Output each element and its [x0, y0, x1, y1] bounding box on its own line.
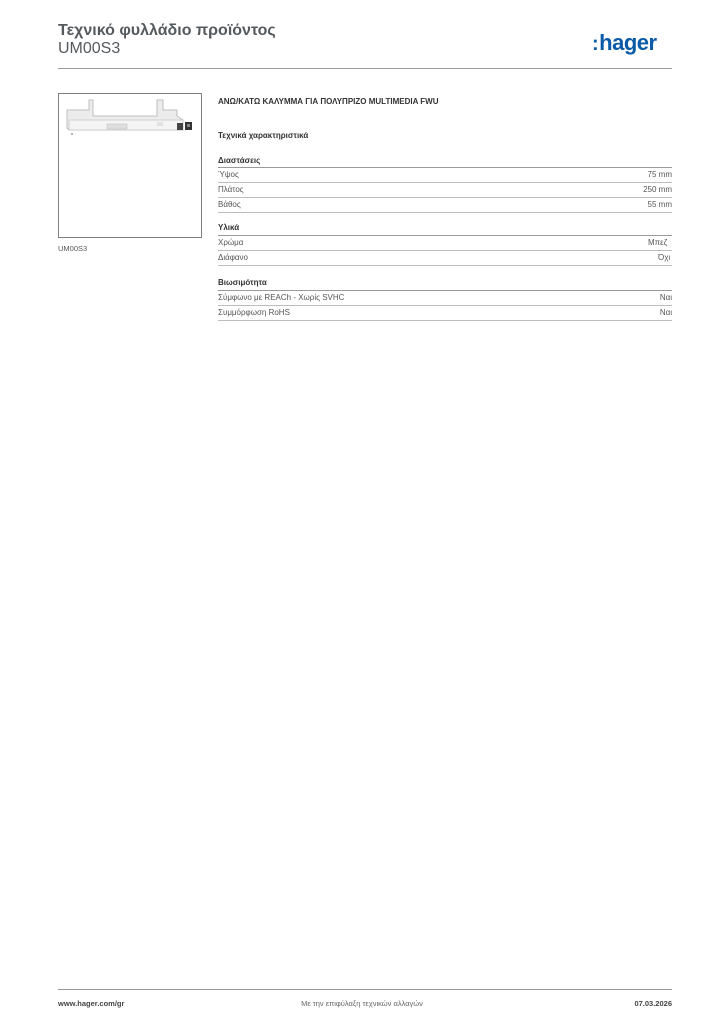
spec-row-color: [218, 236, 672, 251]
spec-label: Σύμφωνο με REACh - Χωρίς SVHC: [218, 293, 345, 302]
footer-website-link[interactable]: www.hager.com/gr: [58, 999, 125, 1008]
footer-disclaimer: Με την επιφύλαξη τεχνικών αλλαγών: [301, 999, 423, 1008]
product-code-header: UM00S3: [58, 40, 121, 57]
technical-specs-heading: Τεχνικά χαρακτηριστικά: [218, 131, 309, 140]
sustainability-heading: Βιωσιμότητα: [218, 278, 267, 287]
spec-row-rohs: [218, 306, 672, 321]
spec-value: Μπεζ: [648, 238, 668, 247]
spec-value: 55 mm: [647, 200, 672, 209]
spec-label: Ύψος: [218, 170, 239, 179]
spec-row-height: [218, 168, 672, 183]
spec-value: Ναι: [659, 308, 672, 317]
spec-value: Όχι: [658, 253, 671, 262]
image-caption: UM00S3: [58, 244, 88, 253]
spec-value: Ναι: [659, 293, 672, 302]
footer-date: 07.03.2026: [634, 999, 672, 1008]
spec-row-width: [218, 183, 672, 198]
spec-value: 250 mm: [643, 185, 672, 194]
product-image-frame: [58, 93, 202, 238]
spec-label: Βάθος: [218, 200, 241, 209]
spec-row-transparent: [218, 251, 672, 266]
spec-value: 75 mm: [647, 170, 672, 179]
document-title: Τεχνικό φυλλάδιο προϊόντος: [58, 22, 276, 39]
product-image: [59, 94, 203, 239]
dimensions-heading: Διαστάσεις: [218, 156, 261, 165]
footer-divider: [58, 989, 672, 990]
spec-label: Χρώμα: [218, 238, 244, 247]
spec-row-depth: [218, 198, 672, 213]
logo-text: hager: [599, 30, 657, 55]
spec-label: Διάφανο: [218, 253, 249, 262]
product-title: ΑΝΩ/ΚΑΤΩ ΚΑΛΥΜΜΑ ΓΙΑ ΠΟΛΥΠΡΙΖΟ MULTIMEDIA FWU: [218, 97, 439, 106]
spec-row-reach: [218, 291, 672, 306]
spec-label: Συμμόρφωση RoHS: [218, 308, 290, 317]
spec-label: Πλάτος: [218, 185, 244, 194]
header-divider: [58, 68, 672, 69]
materials-heading: Υλικά: [218, 223, 240, 232]
logo-colon: :: [592, 33, 599, 55]
hager-logo: [592, 30, 657, 56]
